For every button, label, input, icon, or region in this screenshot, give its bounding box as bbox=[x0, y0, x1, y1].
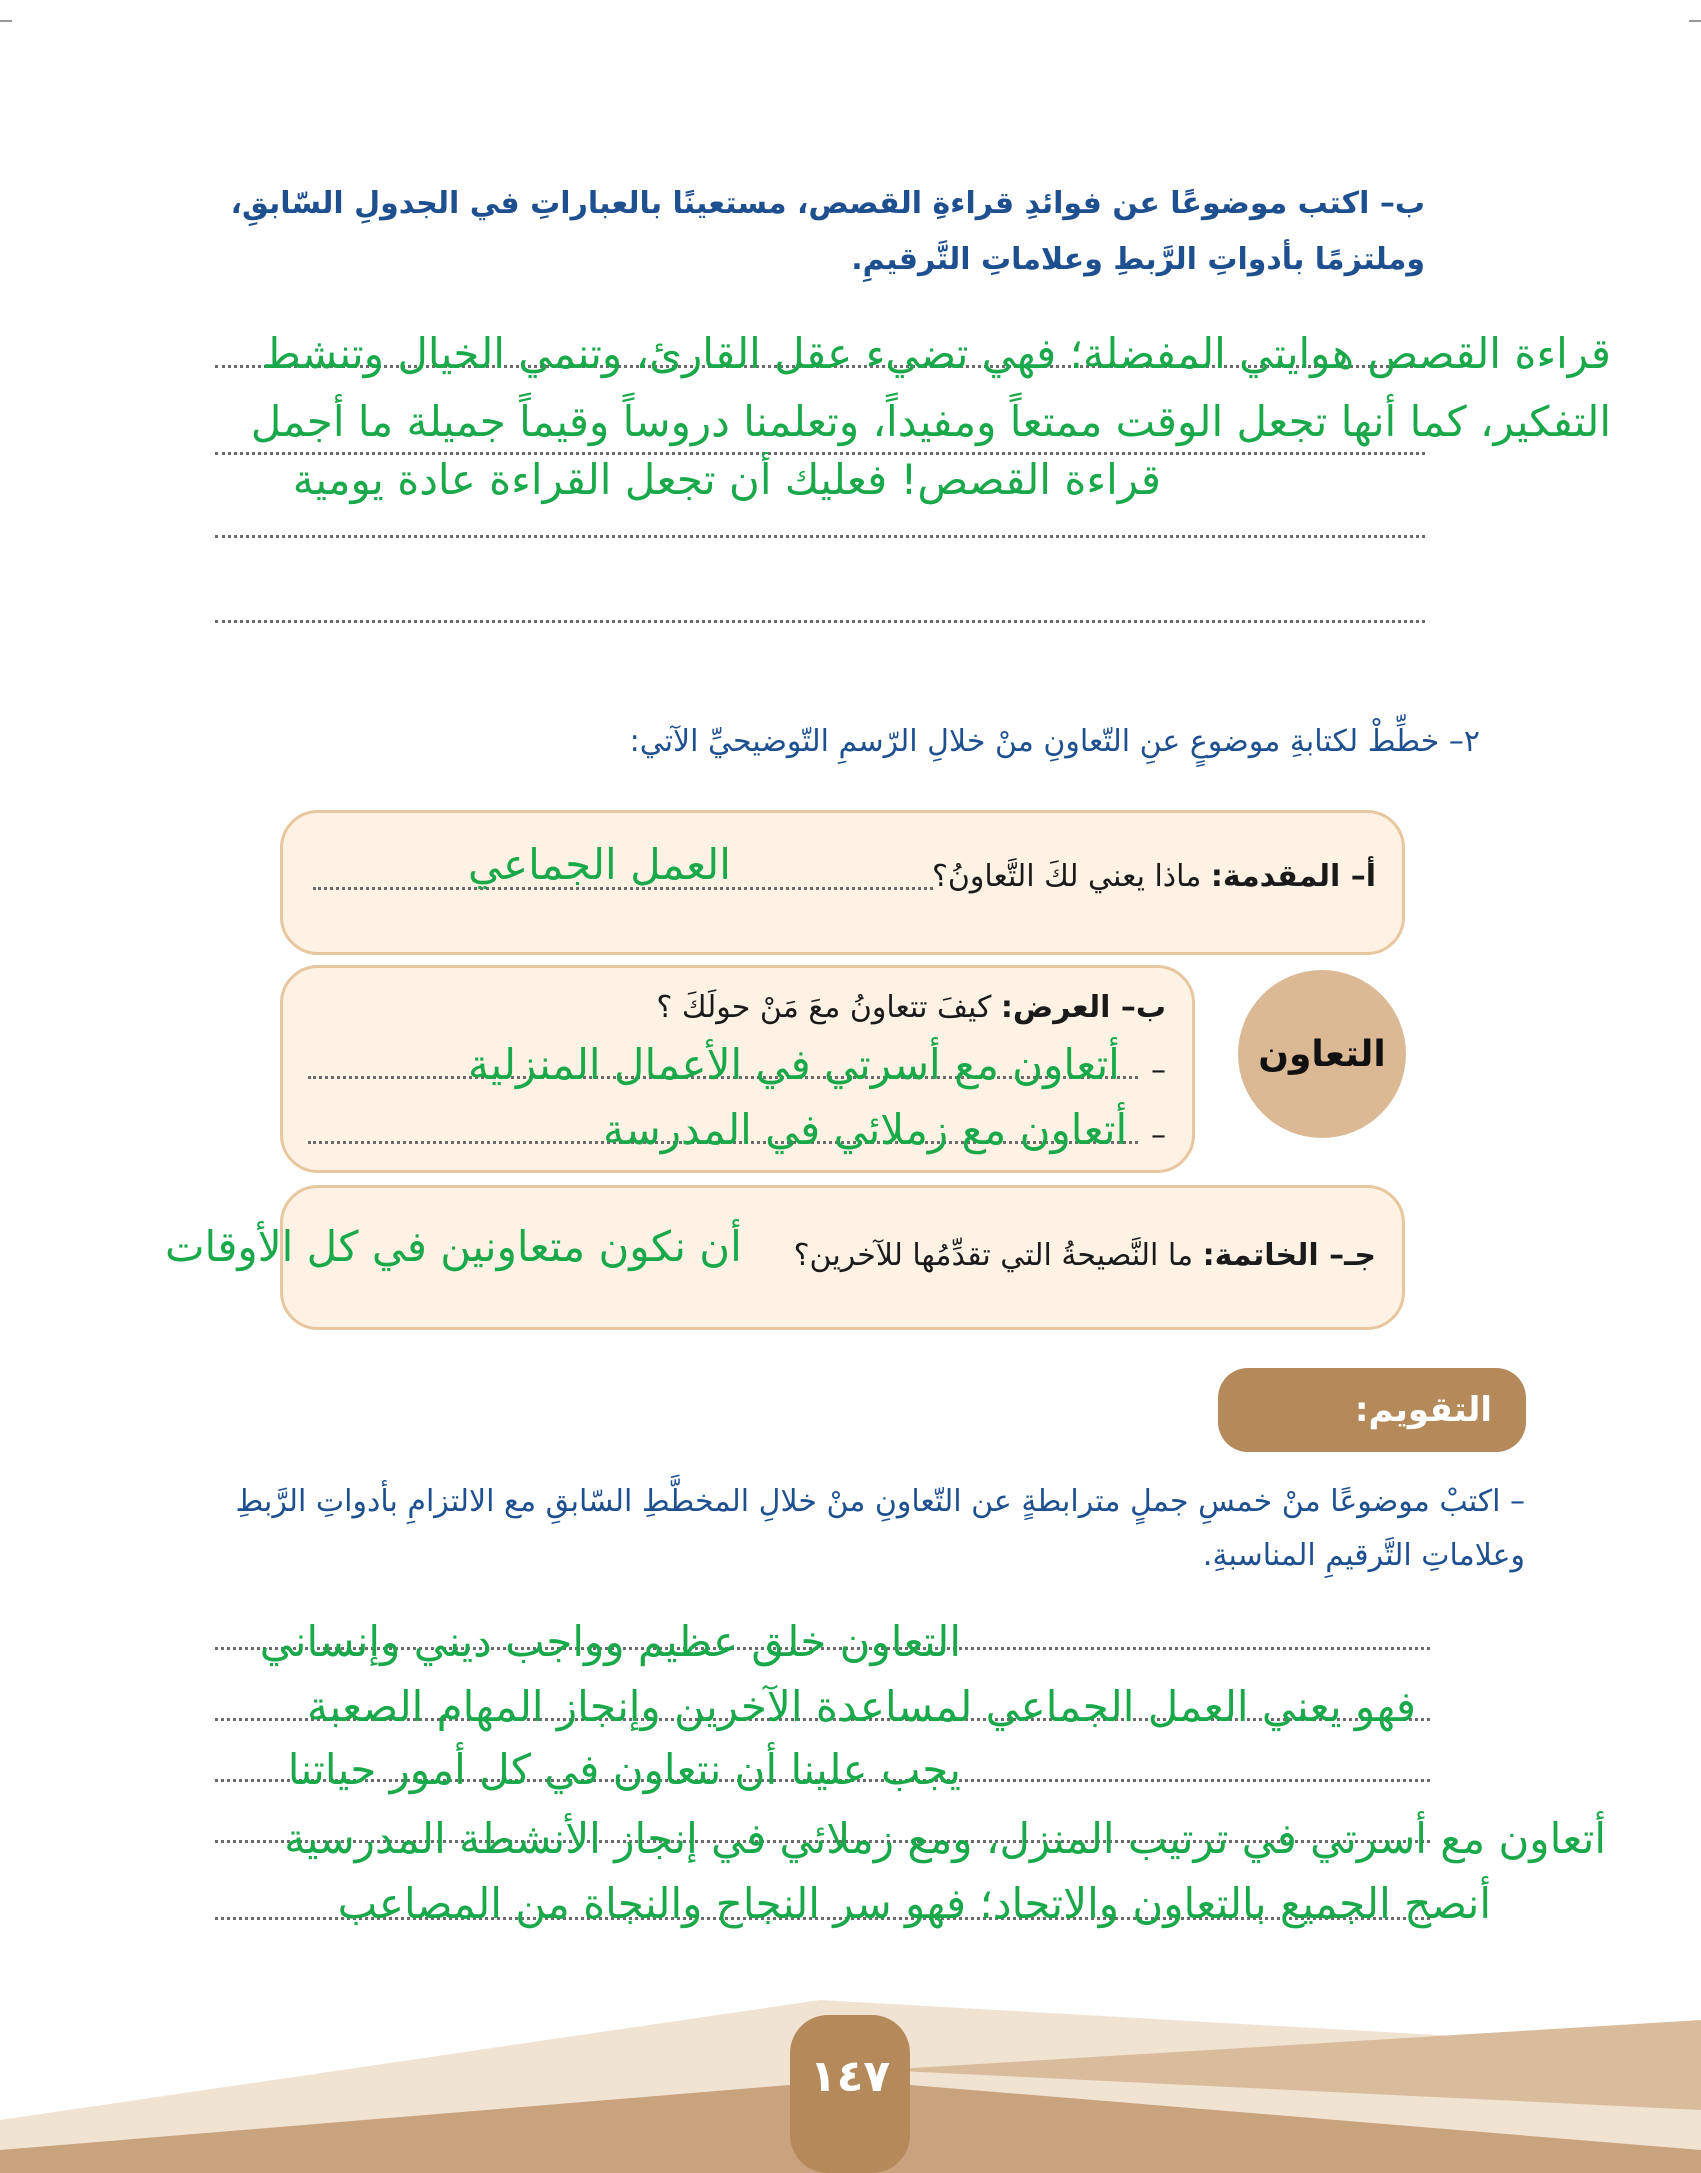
conclusion-label: جـ– الخاتمة: bbox=[1202, 1238, 1376, 1273]
section-b-text: اكتب موضوعًا عن فوائدِ قراءةِ القصص، مستعينًا بالعباراتِ في الجدولِ السّابقِ، وملتزمًا بأدواتِ الرَّبطِ وعلاماتِ التَّرقيمِ. bbox=[230, 186, 1425, 277]
body-answer: أتعاون مع زملائي في المدرسة bbox=[603, 1105, 1128, 1154]
intro-box bbox=[280, 810, 1405, 955]
section-b-label: ب– bbox=[1379, 186, 1425, 221]
body-label: ب– العرض: bbox=[1000, 990, 1166, 1025]
evaluation-answer-line: أنصح الجميع بالتعاون والاتحاد؛ فهو سر النجاح والنجاة من المصاعب bbox=[337, 1879, 1491, 1928]
evaluation-answer-line: فهو يعني العمل الجماعي لمساعدة الآخرين وإنجاز المهام الصعبة bbox=[306, 1682, 1416, 1731]
crop-mark bbox=[1689, 20, 1701, 22]
section-b-answer-line: التفكير، كما أنها تجعل الوقت ممتعاً ومفيداً، وتعلمنا دروساً وقيماً جميلة ما أجمل bbox=[250, 397, 1611, 446]
intro-question: أ– المقدمة: ماذا يعني لكَ التَّعاونُ؟ bbox=[931, 859, 1376, 894]
question-2-text: ٢– خطِّطْ لكتابةِ موضوعٍ عنِ التّعاونِ منْ خلالِ الرّسمِ التّوضيحيِّ الآتي: bbox=[629, 724, 1480, 759]
dotted-line bbox=[215, 620, 1425, 623]
topic-circle bbox=[1238, 970, 1406, 1138]
body-question: ب– العرض: كيفَ تتعاونُ معَ مَنْ حولَكَ ؟ bbox=[656, 990, 1166, 1025]
topic-label: التعاون bbox=[1258, 1033, 1386, 1075]
section-b-answer-line: قراءة القصص! فعليك أن تجعل القراءة عادة يومية bbox=[292, 455, 1161, 504]
page-number: ١٤٧ bbox=[790, 2015, 910, 2173]
conclusion-answer: أن نكون متعاونين في كل الأوقات bbox=[165, 1222, 742, 1271]
intro-label: أ– المقدمة: bbox=[1210, 859, 1376, 894]
bullet-dash: – bbox=[1151, 1053, 1166, 1088]
evaluation-instruction: – اكتبْ موضوعًا منْ خمسِ جملٍ مترابطةٍ عن التّعاونِ منْ خلالِ المخطَّطِ السّابقِ مع الالتزامِ بأدواتِ الرَّبطِ وعلاماتِ التَّرقيمِ المناسبةِ. bbox=[235, 1484, 1525, 1573]
intro-answer: العمل الجماعي bbox=[468, 840, 731, 889]
section-b-answer-line: قراءة القصص هوايتي المفضلة؛ فهي تضيء عقل القارئ، وتنمي الخيال وتنشط bbox=[262, 329, 1611, 378]
evaluation-answer-line: التعاون خلق عظيم وواجب ديني وإنساني bbox=[259, 1617, 961, 1666]
conclusion-question: جـ– الخاتمة: ما النَّصيحةُ التي تقدِّمُها للآخرين؟ bbox=[793, 1238, 1376, 1273]
section-b-instruction bbox=[195, 176, 1425, 288]
body-box bbox=[280, 965, 1195, 1173]
evaluation-answer-line: أتعاون مع أسرتي في ترتيب المنزل، ومع زملائي في إنجاز الأنشطة المدرسية bbox=[284, 1814, 1606, 1863]
dotted-line bbox=[215, 535, 1425, 538]
body-answer: أتعاون مع أسرتي في الأعمال المنزلية bbox=[468, 1040, 1120, 1089]
evaluation-answer-line: يجب علينا أن نتعاون في كل أمور حياتنا bbox=[287, 1745, 961, 1794]
evaluation-title: التقويم: bbox=[1218, 1368, 1526, 1452]
bullet-dash: – bbox=[1151, 1118, 1166, 1153]
crop-mark bbox=[0, 20, 12, 22]
